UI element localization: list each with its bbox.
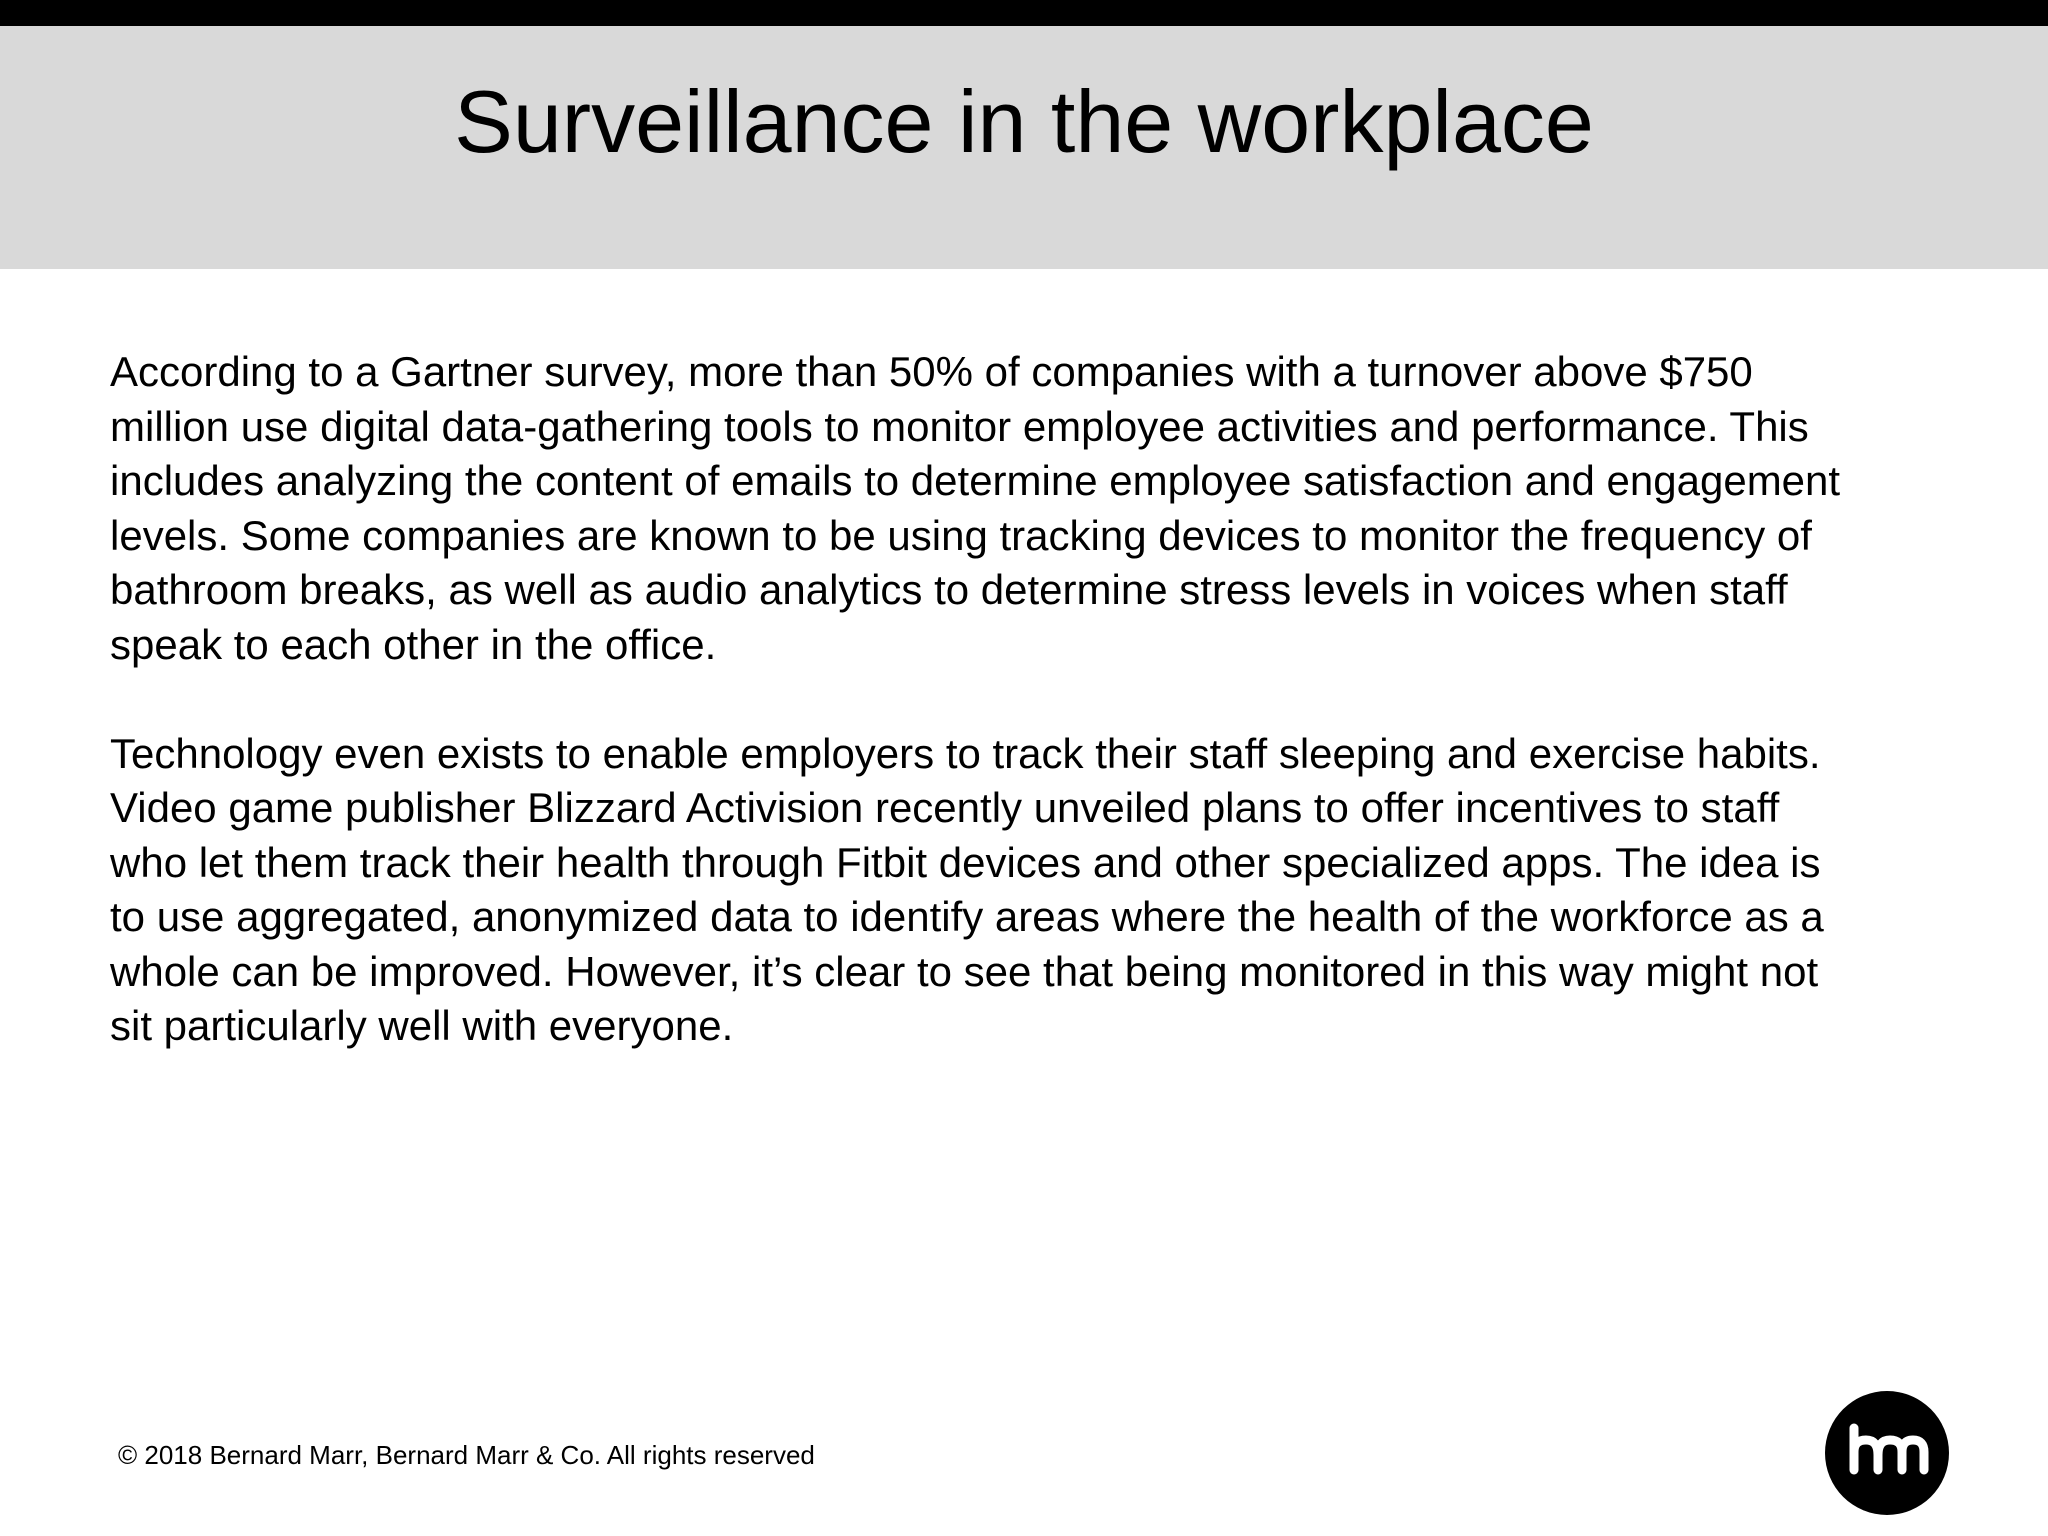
slide-body (110, 345, 2010, 1054)
paragraph-line: who let them track their health through Fitbit devices and other specialized apps. The idea is (110, 838, 1821, 886)
top-strip (0, 0, 2048, 26)
copyright-notice: © 2018 Bernard Marr, Bernard Marr & Co. All rights reserved (118, 1440, 815, 1470)
body-paragraph-1 (110, 345, 2010, 672)
paragraph-line: levels. Some companies are known to be using tracking devices to monitor the frequency of (110, 511, 1812, 559)
paragraph-line: whole can be improved. However, it’s clear to see that being monitored in this way might not (110, 947, 1819, 995)
slide-title: Surveillance in the workplace (454, 72, 1594, 171)
body-paragraph-2 (110, 727, 2010, 1054)
bm-logo-svg (1824, 1390, 1950, 1516)
paragraph-line: million use digital data-gathering tools to monitor employee activities and performance. This (110, 402, 1809, 450)
bm-logo-icon (1824, 1390, 1950, 1516)
paragraph-line: Technology even exists to enable employers to track their staff sleeping and exercise habits. (110, 729, 1821, 777)
logo-circle (1825, 1391, 1949, 1515)
paragraph-line: includes analyzing the content of emails to determine employee satisfaction and engagement (110, 457, 1841, 504)
paragraph-line: Video game publisher Blizzard Activision recently unveiled plans to offer incentives to staff (110, 784, 1780, 831)
paragraph-line: sit particularly well with everyone. (110, 1002, 734, 1049)
paragraph-line: to use aggregated, anonymized data to identify areas where the health of the workforce as a (110, 893, 1824, 940)
paragraph-line: According to a Gartner survey, more than 50% of companies with a turnover above $750 (110, 348, 1753, 395)
paragraph-line: bathroom breaks, as well as audio analytics to determine stress levels in voices when staff (110, 566, 1788, 613)
paragraph-line: speak to each other in the office. (110, 620, 717, 668)
